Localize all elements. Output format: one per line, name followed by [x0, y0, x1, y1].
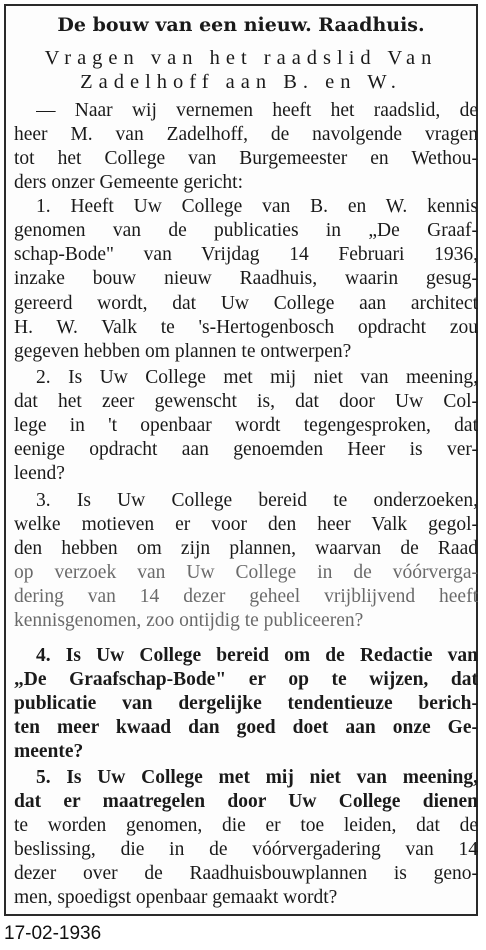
date-caption: 17-02-1936 [4, 923, 102, 944]
article-title: De bouw van een nieuw. Raadhuis. [57, 14, 425, 36]
article-body-line: 1. Heeft Uw College van B. en W. kennis [36, 196, 478, 217]
article-body-line: meente? [14, 741, 84, 762]
article-body-line: kennisgenomen, zoo ontijdig te publiceeren? [14, 610, 364, 631]
article-subtitle-line: Zadelhoff aan B. en W. [80, 71, 402, 93]
article-body-line: ten meer kwaad dan goed doet aan onze Ge- [14, 717, 478, 738]
article-body-line: gegeven hebben om plannen te ontwerpen? [14, 341, 352, 362]
article-body-line: men, spoedigst openbaar gemaakt wordt? [14, 887, 338, 908]
article-body-line: dezer over de Raadhuisbouwplannen is geno- [14, 863, 478, 884]
article-body-line: den hebben om zijn plannen, waarvan de Raad [14, 538, 478, 559]
article-body-line: gereerd wordt, dat Uw College aan architect [14, 293, 478, 314]
article-body-line: 3. Is Uw College bereid te onderzoeken, [36, 490, 478, 511]
newspaper-clipping [4, 4, 478, 916]
article-body-line: H. W. Valk te 's-Hertogenbosch opdracht zou [14, 317, 478, 338]
article-body-line: 5. Is Uw College met mij niet van meening, [36, 767, 478, 788]
article-body-line: heer M. van Zadelhoff, de navolgende vragen [14, 124, 478, 145]
article-subtitle-line: Vragen van het raadslid Van [44, 47, 438, 69]
article-body-line: te worden genomen, die er toe leiden, dat de [14, 815, 478, 836]
article-body-line: publicatie van dergelijke tendentieuze berich- [14, 693, 478, 714]
article-body-line: lege in 't openbaar wordt tegengesproken, dat [14, 415, 478, 436]
article-body-line: beslissing, die in de vóórvergadering van 14 [14, 839, 478, 860]
article-body-line: dering van 14 dezer geheel vrijblijvend heeft [14, 586, 478, 607]
article-body-line: welke motieven er voor den heer Valk gegol- [14, 514, 478, 535]
article-body-line: genomen van de publicaties in „De Graaf- [14, 220, 478, 241]
article-body-line: op verzoek van Uw College in de vóórverga- [14, 562, 478, 583]
article-body-line: ders onzer Gemeente gericht: [14, 172, 244, 193]
article-body-line: dat het zeer gewenscht is, dat door Uw Col- [14, 391, 478, 412]
article-body-line: — Naar wij vernemen heeft het raadslid, de [36, 100, 478, 121]
article-body-line: 4. Is Uw College bereid om de Redactie van [36, 645, 478, 666]
article-body-line: „De Graafschap-Bode" er op te wijzen, dat [14, 669, 478, 690]
article-body-line: tot het College van Burgemeester en Wethou- [14, 148, 478, 169]
article-body-line: 2. Is Uw College met mij niet van meening, [36, 367, 478, 388]
article-body-line: eenige opdracht aan genoemden Heer is ver- [14, 439, 478, 460]
article-body-line: dat er maatregelen door Uw College dienen [14, 791, 478, 812]
article-body-line: inzake bouw nieuw Raadhuis, waarin gesug- [14, 268, 478, 289]
article-body-line: leend? [14, 463, 65, 484]
article-body-line: schap-Bode" van Vrijdag 14 Februari 1936, [14, 244, 478, 265]
